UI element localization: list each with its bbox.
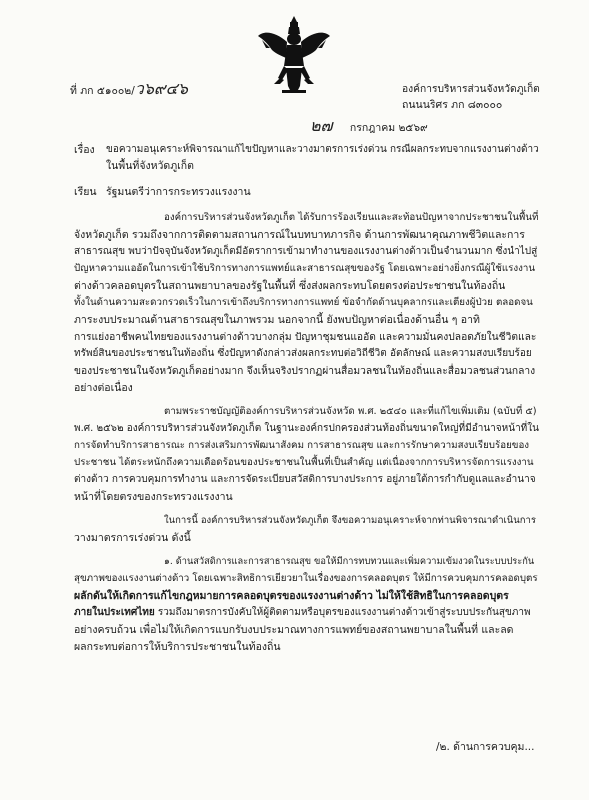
paragraph-1-line: ของประชาชนในจังหวัดภูเก็ตอย่างมาก จึงเห็นจริงปรากฏผ่านสื่อมวลชนในท้องถิ่นและสื่อมวลชนส่วนกลาง [74,365,536,377]
paragraph-3-line: ในการนี้ องค์การบริหารส่วนจังหวัดภูเก็ต จึงขอความอนุเคราะห์จากท่านพิจารณาดำเนินการ [164,515,536,526]
subject-label: เรื่อง [74,144,95,156]
org-address: ถนนนริศร ภก ๘๓๐๐๐ [402,99,503,111]
org-name: องค์การบริหารส่วนจังหวัดภูเก็ต [402,83,540,95]
paragraph-2-line: การจัดทำบริการสาธารณะ การส่งเสริมการพัฒนาสังคม การสาธารณสุข และการรักษาความสงบเรียบร้อยของ [74,440,530,451]
reference-prefix: ที่ ภก ๕๑๐๐๒/ [70,85,135,97]
paragraph-1-line: ปัญหาความแออัดในการเข้าใช้บริการทางการแพทย์และสาธารณสุขของรัฐ โดยเฉพาะอย่างยิ่งกรณีผู้ใช้แรงงาน [74,263,536,274]
subject-line-1: ขอความอนุเคราะห์พิจารณาแก้ไขปัญหาและวางมาตรการเร่งด่วน กรณีผลกระทบจากแรงงานต่างด้าว [106,144,539,155]
paragraph-1-line: สาธารณสุข พบว่าปัจจุบันจังหวัดภูเก็ตมีอัตราการเข้ามาทำงานของแรงงานต่างด้าวเป็นจำนวนมาก ซึ่งนำไปสู่ [74,246,538,257]
document-date [310,116,428,135]
subject-line-2: ในพื้นที่จังหวัดภูเก็ต [106,160,194,172]
item-1-line: อย่างครบถ้วน เพื่อไม่ให้เกิดการแบกรับงบประมาณทางการแพทย์ของสถานพยาบาลในพื้นที่ และลด [74,624,514,636]
item-1-bold-line: ผลักดันให้เกิดการแก้ไขกฎหมายการคลอดบุตรของแรงงานต่างด้าว ไม่ให้ใช้สิทธิในการคลอดบุตร [74,590,509,602]
paragraph-1-line: องค์การบริหารส่วนจังหวัดภูเก็ต ได้รับการร้องเรียนและสะท้อนปัญหาจากประชาชนในพื้นที่ [164,212,539,223]
item-1-line: สุขภาพของแรงงานต่างด้าว โดยเฉพาะสิทธิการเยียวยาในเรื่องของการคลอดบุตร ให้มีการควบคุมการคลอดบุตร [74,573,538,584]
reference-number [70,79,188,98]
item-1-line: ผลกระทบต่อการให้บริการประชาชนในท้องถิ่น [74,641,281,653]
paragraph-2-line: ต่างด้าว การควบคุมการทำงาน และการจัดระเบียบสวัสดิการบางประการ อยู่ภายใต้การกำกับดูแลและอำนาจ [74,474,536,485]
item-1-mixed-line [74,607,531,619]
item-1-line: ๑. ด้านสวัสดิการและการสาธารณสุข ขอให้มีการทบทวนและเพิ่มความเข้มงวดในระบบประกัน [164,556,535,567]
date-month-year: กรกฎาคม ๒๕๖๙ [349,122,428,134]
salutation-label: เรียน [74,186,97,198]
paragraph-1-line: จังหวัดภูเก็ต รวมถึงจากการติดตามสถานการณ์ในบทบาทภารกิจ ด้านการพัฒนาคุณภาพชีวิตและการ [74,229,525,241]
paragraph-2-line: ประชาชน ได้ตระหนักถึงความเดือดร้อนของประชาชนในพื้นที่เป็นสำคัญ แต่เนื่องจากการบริหารจัดการแรงงาน [74,457,534,468]
paragraph-1-line: การแย่งอาชีพคนไทยของแรงงานต่างด้าวบางกลุ่ม ปัญหาชุมชนแออัด และความมั่นคงปลอดภัยในชีวิตและ [74,331,537,343]
paragraph-2-line: ตามพระราชบัญญัติองค์การบริหารส่วนจังหวัด พ.ศ. ๒๕๔๐ และที่แก้ไขเพิ่มเติม (ฉบับที่ ๕) [164,406,537,417]
garuda-emblem-icon [256,14,332,98]
page-continuation: /๒. ด้านการควบคุม... [436,741,535,753]
reference-handwritten: ว๖๙๔๖ [134,79,188,98]
paragraph-1-line: อย่างต่อเนื่อง [74,382,133,394]
paragraph-3-line: วางมาตรการเร่งด่วน ดังนี้ [74,532,191,544]
salutation-text: รัฐมนตรีว่าการกระทรวงแรงงาน [106,186,251,198]
item-1-after-bold: รวมถึงมาตรการบังคับให้ผู้ติดตามหรือบุตรของแรงงานต่างด้าวเข้าสู่ระบบประกันสุขภาพ [154,607,531,618]
paragraph-2-line: หน้าที่โดยตรงของกระทรวงแรงงาน [74,491,233,503]
paragraph-1-line: ภาระงบประมาณด้านสาธารณสุขในภาพรวม นอกจากนี้ ยังพบปัญหาต่อเนื่องด้านอื่น ๆ อาทิ [74,314,480,326]
paragraph-1-line: ต่างด้าวคลอดบุตรในสถานพยาบาลของรัฐในพื้นที่ ซึ่งส่งผลกระทบโดยตรงต่อประชาชนในท้องถิ่น [74,280,506,292]
item-1-bold-line: ภายในประเทศไทย [74,607,155,618]
paragraph-1-line: ทั้งในด้านความสะดวกรวดเร็วในการเข้าถึงบริการทางการแพทย์ ข้อจำกัดด้านบุคลากรและเตียงผู้ป่วย ตลอดจน [74,297,533,308]
date-day-handwritten: ๒๗ [310,116,333,135]
paragraph-1-line: ทรัพย์สินของประชาชนในท้องถิ่น ซึ่งปัญหาดังกล่าวส่งผลกระทบต่อวิถีชีวิต อัตลักษณ์ และความสงบเรียบร้อย [74,348,532,359]
paragraph-2-line: พ.ศ. ๒๕๖๒ องค์การบริหารส่วนจังหวัดภูเก็ต ในฐานะองค์กรปกครองส่วนท้องถิ่นขนาดใหญ่ที่มีอำนาจหน้าที่ใน [74,423,539,434]
